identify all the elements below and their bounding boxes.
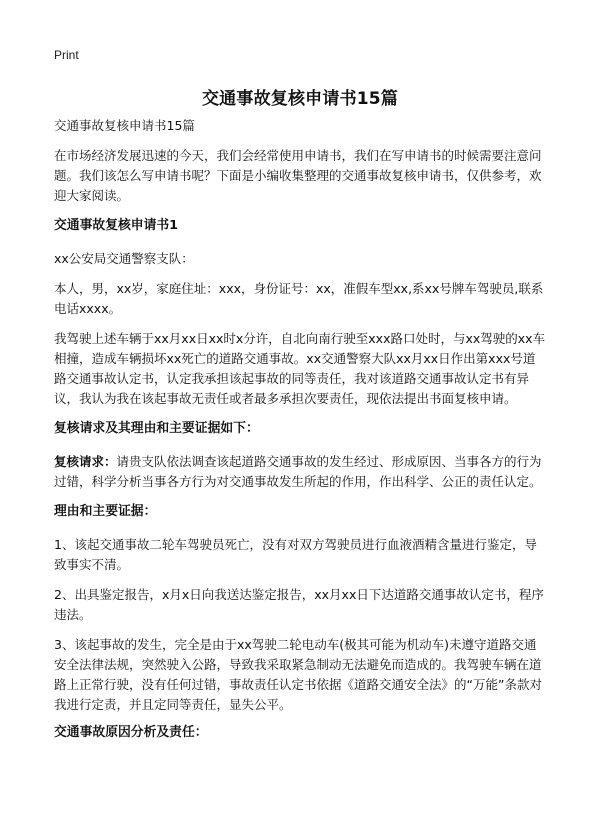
document-content	[54, 116, 546, 756]
evidence-item-3: 3、该起事故的发生，完全是由于xx驾驶二轮电动车(极其可能为机动车)未遵守道路交通安全法律法规，突然驶入公路，导致我采取紧急制动无法避免而造成的。我驾驶车辆在道路上正常行驶，没有任何过错，事故责任认定书依据《道路交通安全法》的“万能”条款对我进行定责，并且定同等责任，显失公平。	[54, 637, 542, 712]
intro-paragraph: 在市场经济发展迅速的今天，我们会经常使用申请书，我们在写申请书的时候需要注意问题。我们该怎么写申请书呢？下面是小编收集整理的交通事故复核申请书，仅供参考，欢迎大家阅读。	[54, 148, 542, 203]
analysis-heading: 交通事故原因分析及责任：	[54, 725, 208, 740]
self-intro-paragraph: 本人，男，xx岁，家庭住址：xxx，身份证号：xx，准假车型xx,系xx号牌车驾驶员,联系电话xxxx。	[54, 281, 544, 316]
review-request-text: 请贵支队依法调查该起道路交通事故的发生经过、形成原因、当事各方的行为过错，科学分析当事各方行为对交通事故发生所起的作用，作出科学、公正的责任认定。	[54, 454, 542, 489]
evidence-heading: 理由和主要证据：	[54, 504, 157, 519]
review-request-label: 复核请求：	[54, 454, 117, 469]
print-label: Print	[54, 48, 79, 62]
document-title: 交通事故复核申请书15篇	[201, 89, 399, 109]
recipient-line: xx公安局交通警察支队：	[54, 251, 194, 266]
document-subtitle: 交通事故复核申请书15篇	[54, 118, 195, 133]
evidence-item-1: 1、该起交通事故二轮车驾驶员死亡，没有对双方驾驶员进行血液酒精含量进行鉴定，导致事实不清。	[54, 537, 537, 572]
evidence-item-2: 2、出具鉴定报告，x月x日向我送达鉴定报告，xx月xx日下达道路交通事故认定书，程序违法。	[54, 587, 544, 622]
reasons-heading: 复核请求及其理由和主要证据如下：	[54, 421, 259, 436]
incident-paragraph: 我驾驶上述车辆于xx月xx日xx时x分许，自北向南行驶至xxx路口处时，与xx驾驶的xx车相撞，造成车辆损坏xx死亡的道路交通事故。xx交通警察大队xx月xx日作出第xxx号道路交通事故认定书，认定我承担该起事故的同等责任，我对该道路交通事故认定书有异议，我认为我在该起事故无责任或者最多承担次要责任，现依法提出书面复核申请。	[54, 331, 546, 406]
review-request-paragraph	[54, 452, 546, 492]
section-title-1: 交通事故复核申请书1	[54, 218, 179, 233]
